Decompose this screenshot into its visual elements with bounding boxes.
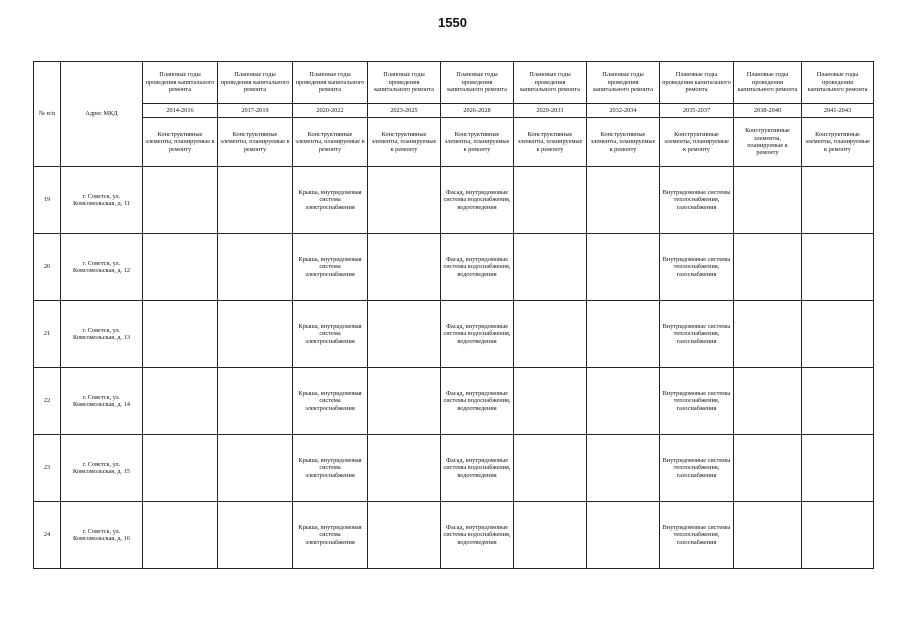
repair-elements-cell — [368, 435, 441, 502]
repair-elements-cell — [218, 435, 293, 502]
repair-elements-cell: Внутридомовые системы теплоснабжения, газоснабжения — [660, 368, 734, 435]
row-number: 19 — [34, 167, 61, 234]
header-plan-label: Плановые годы проведения капитального ремонта — [441, 62, 514, 104]
repair-elements-cell: Внутридомовые системы теплоснабжения, газоснабжения — [660, 167, 734, 234]
repair-elements-cell — [143, 368, 218, 435]
repair-elements-cell — [143, 167, 218, 234]
repair-elements-cell — [368, 234, 441, 301]
header-elements-label: Конструктивные элементы, планируемые к ремонту — [514, 118, 587, 167]
header-years: 2020-2022 — [293, 104, 368, 118]
repair-elements-cell — [734, 368, 802, 435]
header-address: Адрес МКД — [61, 62, 143, 167]
header-elements-label: Конструктивные элементы, планируемые к ремонту — [734, 118, 802, 167]
header-years: 2041-2043 — [802, 104, 874, 118]
header-years: 2032-2034 — [587, 104, 660, 118]
header-elements-label: Конструктивные элементы, планируемые к ремонту — [368, 118, 441, 167]
repair-elements-cell: Фасад, внутридомовые системы водоснабжения, водоотведения — [441, 502, 514, 569]
repair-elements-cell — [802, 502, 874, 569]
repair-elements-cell — [734, 167, 802, 234]
header-plan-label: Плановые годы проведения капитального ремонта — [660, 62, 734, 104]
header-years: 2029-2031 — [514, 104, 587, 118]
repair-elements-cell: Фасад, внутридомовые системы водоснабжения, водоотведения — [441, 301, 514, 368]
repair-elements-cell: Фасад, внутридомовые системы водоснабжения, водоотведения — [441, 435, 514, 502]
row-address: г. Советск, ул. Комсомольская, д. 14 — [61, 368, 143, 435]
repair-elements-cell — [587, 167, 660, 234]
repair-elements-cell: Крыша, внутридомовая система электроснабжения — [293, 368, 368, 435]
repair-elements-cell — [802, 234, 874, 301]
repair-elements-cell: Внутридомовые системы теплоснабжения, газоснабжения — [660, 502, 734, 569]
header-plan-label: Плановые годы проведения капитального ремонта — [293, 62, 368, 104]
repair-elements-cell — [587, 435, 660, 502]
repair-elements-cell — [143, 234, 218, 301]
header-plan-label: Плановые годы проведения капитального ремонта — [734, 62, 802, 104]
header-years: 2026-2028 — [441, 104, 514, 118]
row-address: г. Советск, ул. Комсомольская, д. 12 — [61, 234, 143, 301]
repair-elements-cell — [514, 502, 587, 569]
header-elements-label: Конструктивные элементы, планируемые к ремонту — [143, 118, 218, 167]
page-number: 1550 — [438, 15, 467, 30]
repair-elements-cell — [514, 301, 587, 368]
table-row — [34, 435, 874, 502]
table-header — [34, 62, 874, 167]
repair-elements-cell — [514, 435, 587, 502]
repair-elements-cell: Крыша, внутридомовая система электроснабжения — [293, 301, 368, 368]
row-address: г. Советск, ул. Комсомольская, д. 11 — [61, 167, 143, 234]
repair-elements-cell — [734, 234, 802, 301]
repair-elements-cell — [368, 301, 441, 368]
header-elements-label: Конструктивные элементы, планируемые к ремонту — [660, 118, 734, 167]
repair-elements-cell — [368, 368, 441, 435]
repair-elements-cell — [587, 368, 660, 435]
table-row — [34, 368, 874, 435]
row-number: 22 — [34, 368, 61, 435]
header-plan-label: Плановые годы проведения капитального ремонта — [218, 62, 293, 104]
header-elements-label: Конструктивные элементы, планируемые к ремонту — [441, 118, 514, 167]
header-plan-label: Плановые годы проведения капитального ремонта — [514, 62, 587, 104]
repair-elements-cell — [368, 502, 441, 569]
table-row — [34, 234, 874, 301]
repair-elements-cell: Крыша, внутридомовая система электроснабжения — [293, 167, 368, 234]
repair-elements-cell — [802, 435, 874, 502]
header-elements-label: Конструктивные элементы, планируемые к ремонту — [802, 118, 874, 167]
repair-elements-cell — [802, 167, 874, 234]
header-plan-label: Плановые годы проведения капитального ремонта — [802, 62, 874, 104]
repair-elements-cell: Внутридомовые системы теплоснабжения, газоснабжения — [660, 301, 734, 368]
header-elements-label: Конструктивные элементы, планируемые к ремонту — [218, 118, 293, 167]
table-row — [34, 167, 874, 234]
header-elements-label: Конструктивные элементы, планируемые к ремонту — [587, 118, 660, 167]
row-number: 23 — [34, 435, 61, 502]
header-years: 2014-2016 — [143, 104, 218, 118]
repair-elements-cell — [734, 502, 802, 569]
repair-elements-cell: Внутридомовые системы теплоснабжения, газоснабжения — [660, 234, 734, 301]
repair-elements-cell — [587, 502, 660, 569]
repair-elements-cell: Крыша, внутридомовая система электроснабжения — [293, 234, 368, 301]
repair-elements-cell: Фасад, внутридомовые системы водоснабжения, водоотведения — [441, 234, 514, 301]
header-years: 2035-2037 — [660, 104, 734, 118]
repair-elements-cell: Крыша, внутридомовая система электроснабжения — [293, 502, 368, 569]
repair-elements-cell — [143, 502, 218, 569]
repair-elements-cell — [587, 301, 660, 368]
repair-elements-cell — [143, 301, 218, 368]
table-row — [34, 301, 874, 368]
repair-elements-cell: Фасад, внутридомовые системы водоснабжения, водоотведения — [441, 368, 514, 435]
repair-elements-cell — [514, 234, 587, 301]
header-elements-label: Конструктивные элементы, планируемые к ремонту — [293, 118, 368, 167]
repair-elements-cell: Внутридомовые системы теплоснабжения, газоснабжения — [660, 435, 734, 502]
repair-elements-cell — [218, 301, 293, 368]
repair-elements-cell — [802, 301, 874, 368]
row-number: 24 — [34, 502, 61, 569]
repair-elements-cell — [514, 368, 587, 435]
row-number: 20 — [34, 234, 61, 301]
table-body — [34, 167, 874, 569]
header-years: 2017-2019 — [218, 104, 293, 118]
repair-elements-cell — [143, 435, 218, 502]
capital-repair-plan-table — [33, 61, 874, 569]
header-plan-label: Плановые годы проведения капитального ремонта — [368, 62, 441, 104]
row-number: 21 — [34, 301, 61, 368]
header-plan-label: Плановые годы проведения капитального ремонта — [143, 62, 218, 104]
repair-elements-cell — [218, 502, 293, 569]
row-address: г. Советск, ул. Комсомольская, д. 15 — [61, 435, 143, 502]
repair-elements-cell — [368, 167, 441, 234]
repair-elements-cell — [734, 435, 802, 502]
repair-elements-cell — [218, 368, 293, 435]
repair-elements-cell — [218, 234, 293, 301]
table-row — [34, 502, 874, 569]
repair-elements-cell: Фасад, внутридомовые системы водоснабжения, водоотведения — [441, 167, 514, 234]
row-address: г. Советск, ул. Комсомольская, д. 13 — [61, 301, 143, 368]
repair-elements-cell — [218, 167, 293, 234]
repair-elements-cell — [802, 368, 874, 435]
row-address: г. Советск, ул. Комсомольская, д. 16 — [61, 502, 143, 569]
header-years: 2023-2025 — [368, 104, 441, 118]
repair-elements-cell — [734, 301, 802, 368]
repair-elements-cell — [587, 234, 660, 301]
repair-elements-cell: Крыша, внутридомовая система электроснабжения — [293, 435, 368, 502]
header-plan-label: Плановые годы проведения капитального ремонта — [587, 62, 660, 104]
repair-elements-cell — [514, 167, 587, 234]
header-years: 2038-2040 — [734, 104, 802, 118]
header-number: № п/п — [34, 62, 61, 167]
